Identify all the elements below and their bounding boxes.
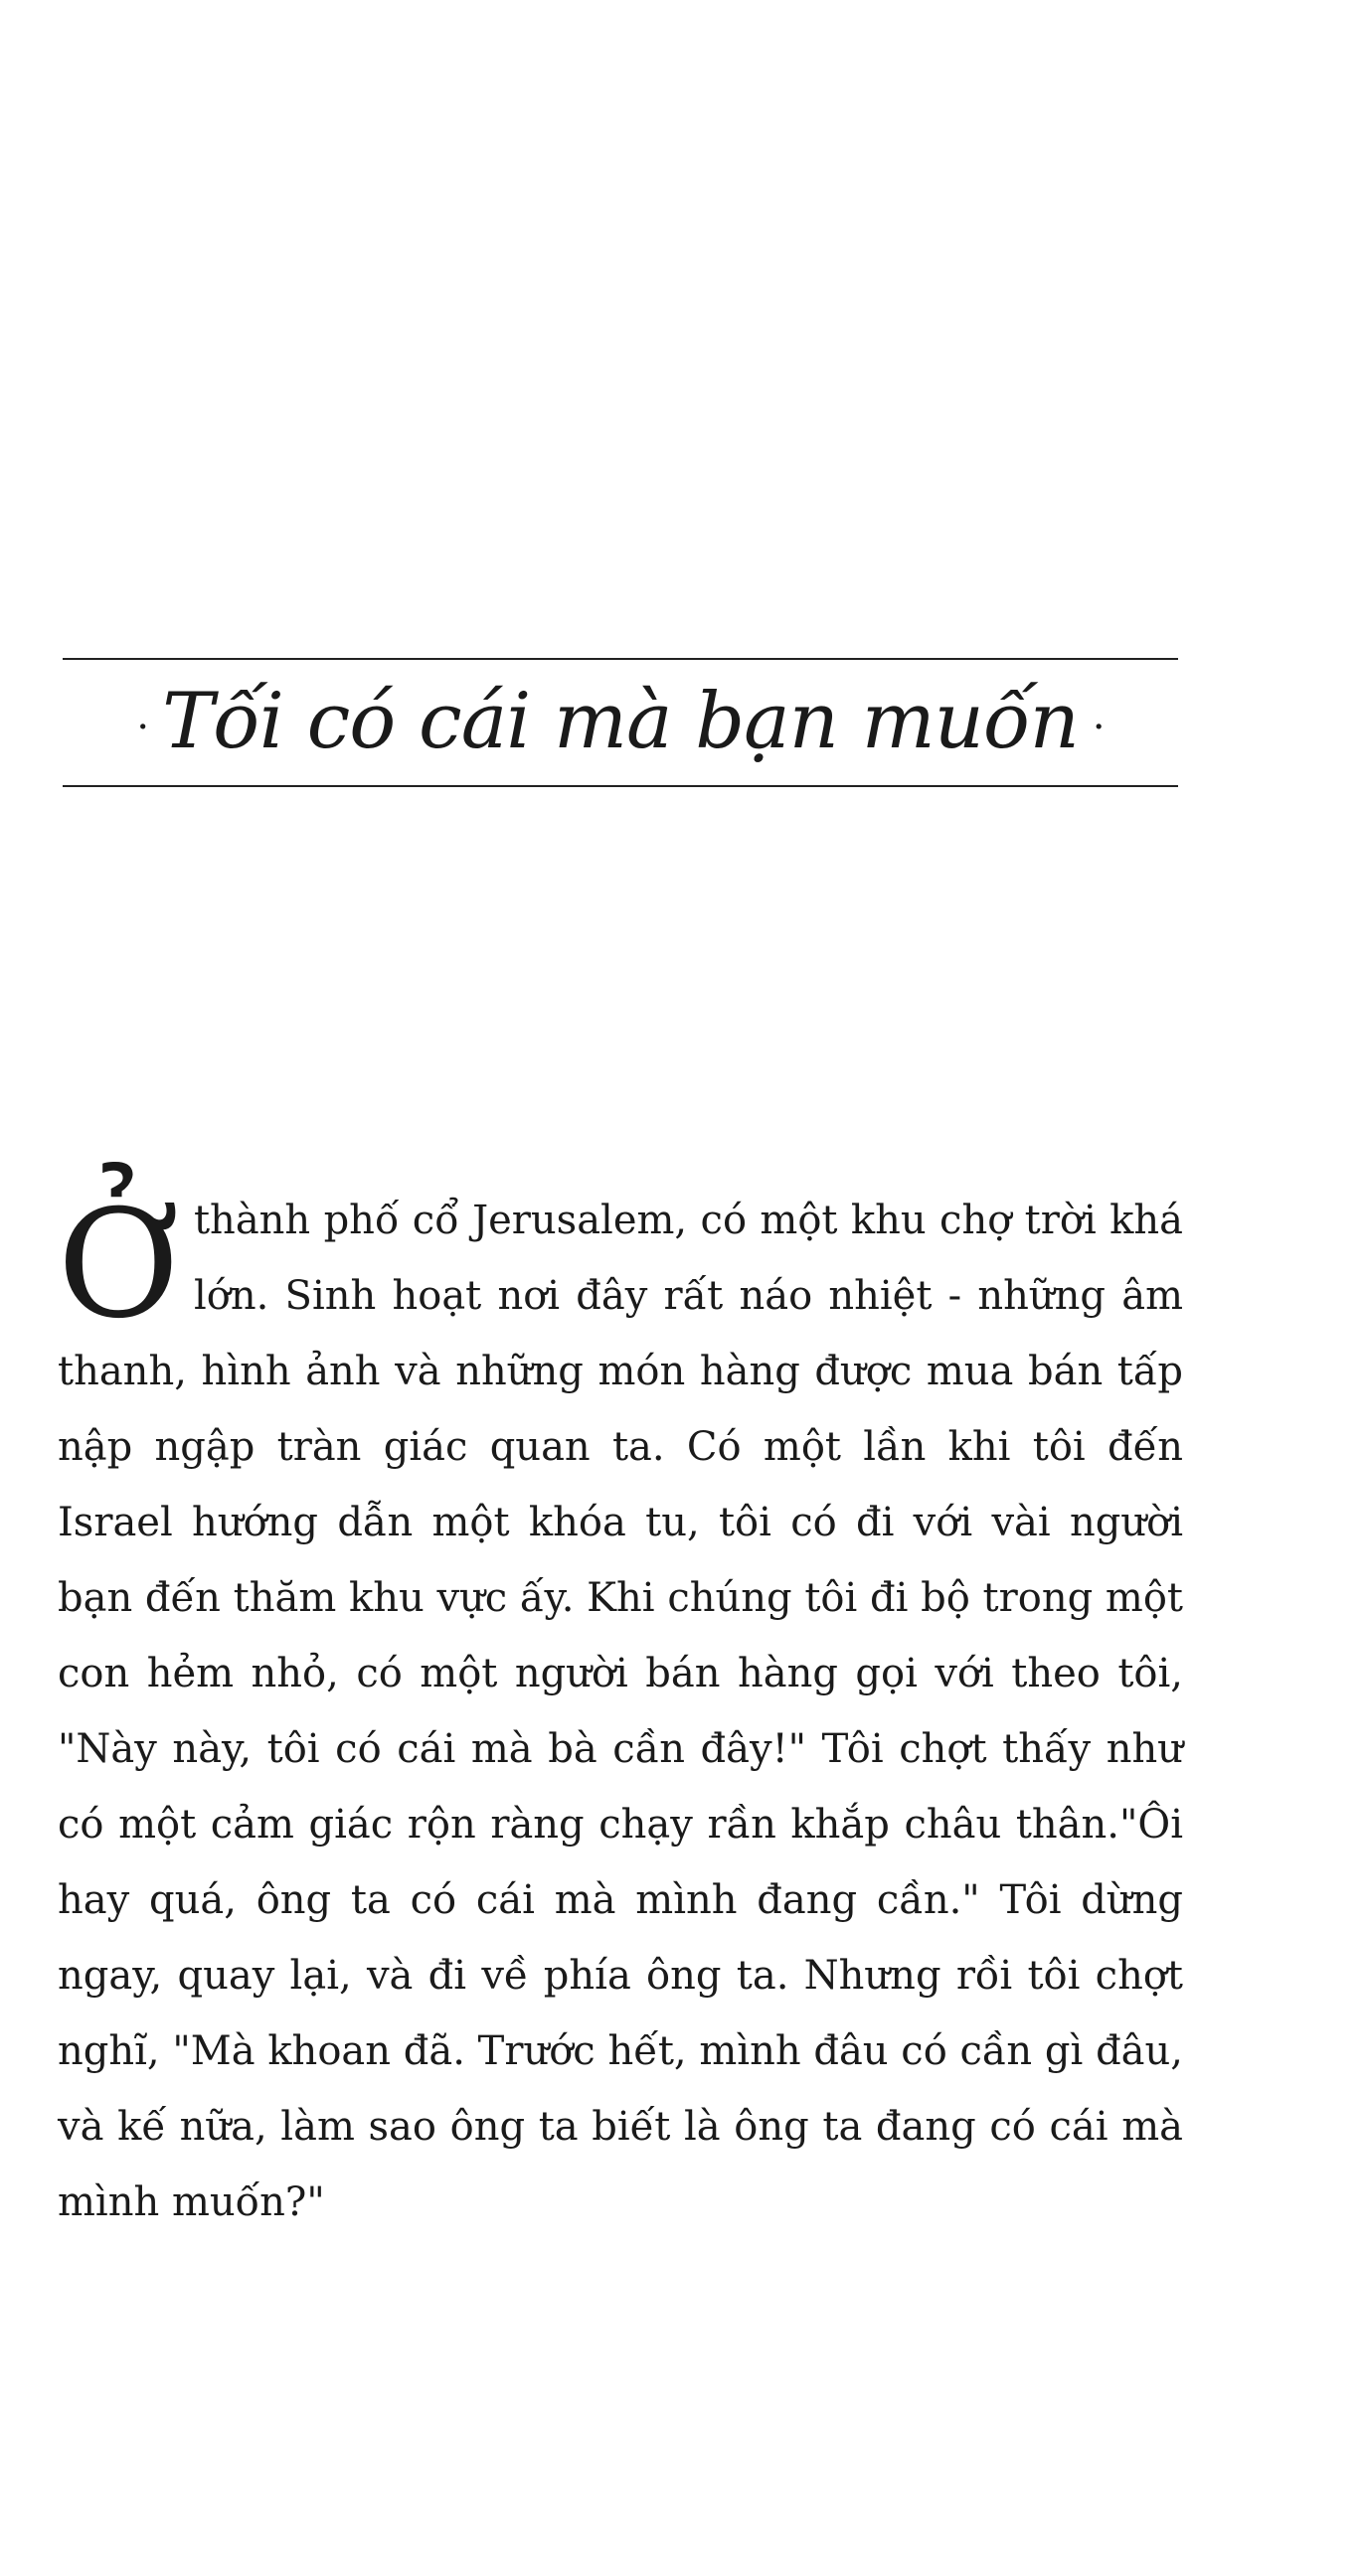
title-top-rule bbox=[63, 658, 1178, 660]
title-dot-right: · bbox=[1092, 704, 1105, 750]
drop-cap: Ở bbox=[58, 1179, 180, 1352]
body-paragraph-text: thành phố cổ Jerusalem, có một khu chợ trời khá lớn. Sinh hoạt nơi đây rất náo nhiệt - những âm thanh, hình ảnh và những món hàng được mua bán tấp nập ngập tràn giác quan ta. Có một lần khi tôi đến Israel hướng dẫn một khóa tu, tôi có đi với vài người bạn đến thăm khu vực ấy. Khi chúng tôi đi bộ trong một con hẻm nhỏ, có một người bán hàng gọi với theo tôi, "Này này, tôi có cái mà bà cần đây!" Tôi chợt thấy như có một cảm giác rộn ràng chạy rần khắp châu thân."Ôi hay quá, ông ta có cái mà mình đang cần." Tôi dừng ngay, quay lại, và đi về phía ông ta. Nhưng rồi tôi chợt nghĩ, "Mà khoan đã. Trước hết, mình đâu có cần gì đâu, và kế nữa, làm sao ông ta biết là ông ta đang có cái mà mình muốn?" bbox=[58, 1198, 1183, 2225]
chapter-title bbox=[63, 672, 1178, 777]
chapter-title-text: Tối có cái mà bạn muốn bbox=[162, 677, 1079, 766]
body-paragraph bbox=[58, 1179, 1183, 2240]
title-bottom-rule bbox=[63, 785, 1178, 787]
title-dot-left: · bbox=[136, 704, 149, 750]
